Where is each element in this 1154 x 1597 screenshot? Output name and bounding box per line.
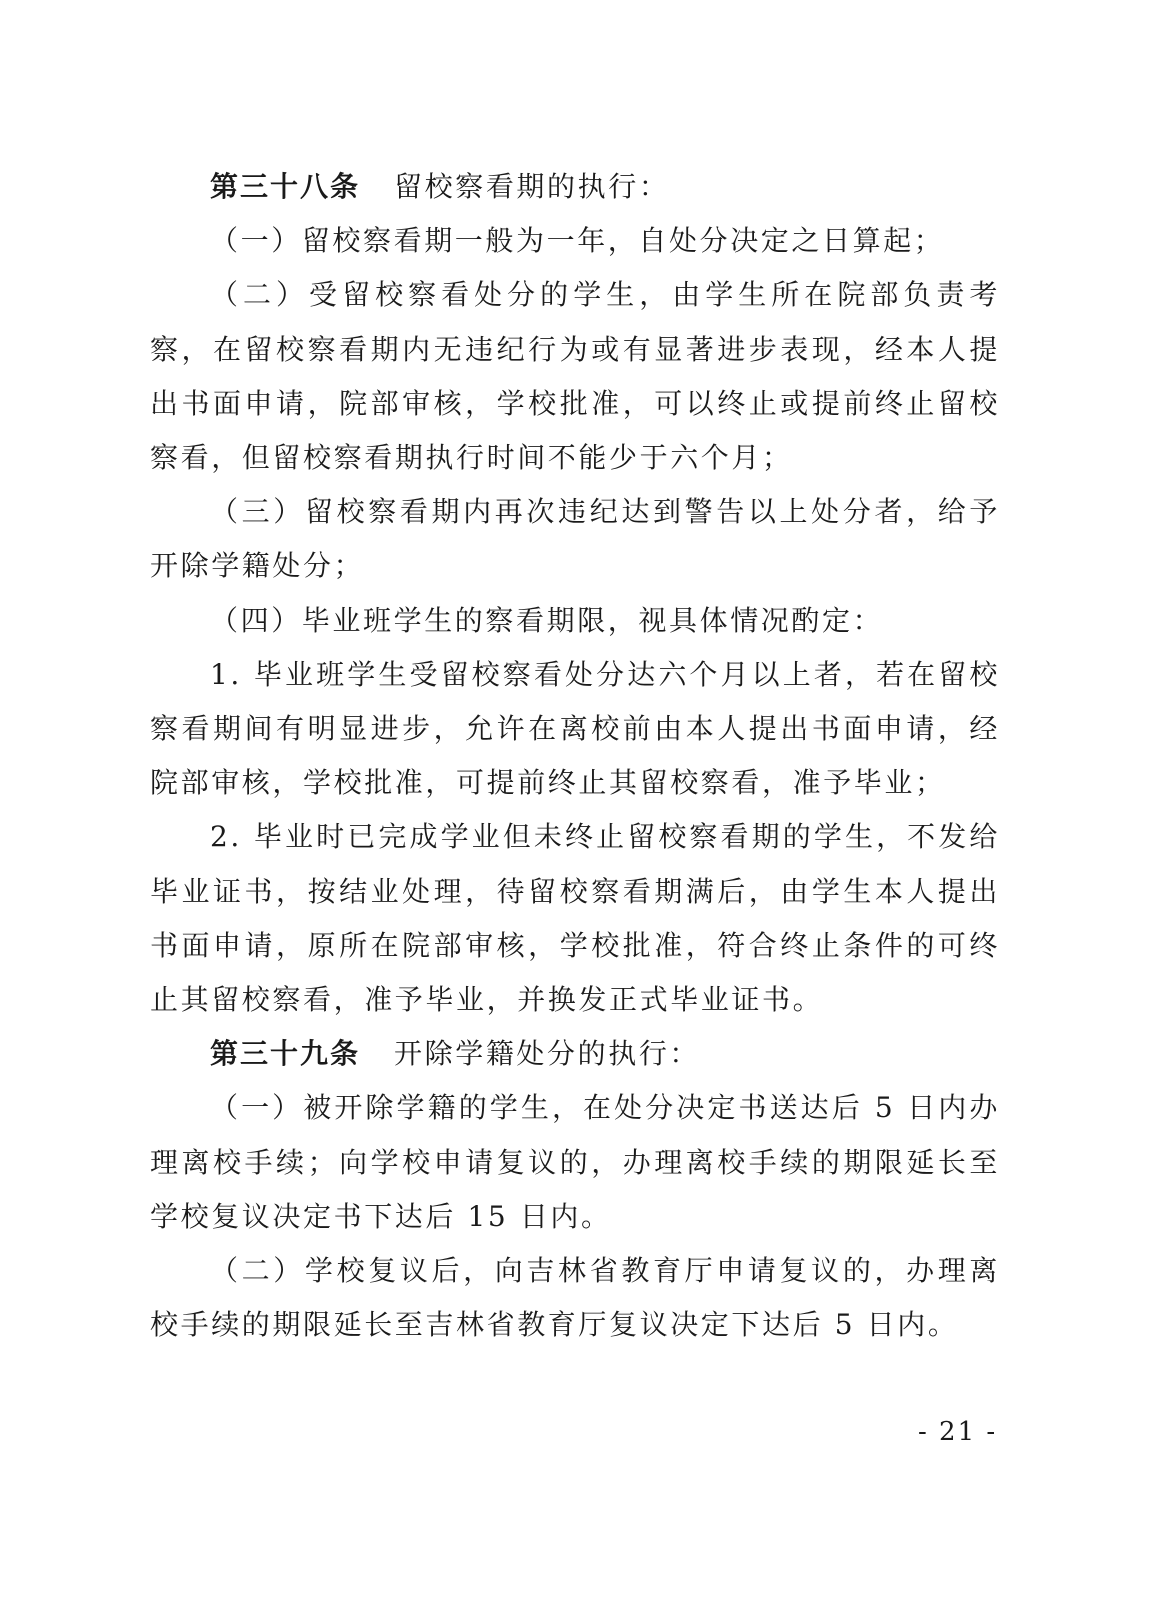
- article-38-title: 留校察看期的执行：: [394, 170, 670, 203]
- document-body: [150, 160, 1000, 1352]
- article-39-number: 第三十九条: [210, 1037, 361, 1071]
- article-39-paragraph-1: （一）被开除学籍的学生，在处分决定书送达后 5 日内办理离校手续；向学校申请复议的，办理离校手续的期限延长至学校复议决定书下达后 15 日内。: [150, 1091, 1000, 1233]
- article-38-paragraph-6: 2. 毕业时已完成学业但未终止留校察看期的学生，不发给毕业证书，按结业处理，待留校察看期满后，由学生本人提出书面申请，原所在院部审核，学校批准，符合终止条件的可终止其留校察看，准予毕业，并换发正式毕业证书。: [150, 820, 1000, 1017]
- article-38-heading: [150, 160, 1000, 214]
- article-38-paragraph-1: （一）留校察看期一般为一年，自处分决定之日算起；: [210, 224, 945, 258]
- article-39-paragraph-2: （二）学校复议后，向吉林省教育厅申请复议的，办理离校手续的期限延长至吉林省教育厅复议决定下达后 5 日内。: [150, 1254, 1000, 1342]
- article-38-paragraph-3: （三）留校察看期内再次违纪达到警告以上处分者，给予开除学籍处分；: [150, 495, 1000, 583]
- article-39-heading: [150, 1027, 1000, 1081]
- article-38-paragraph-5: 1. 毕业班学生受留校察看处分达六个月以上者，若在留校察看期间有明显进步，允许在离校前由本人提出书面申请，经院部审核，学校批准，可提前终止其留校察看，准予毕业；: [150, 657, 1000, 800]
- article-38-paragraph-4: （四）毕业班学生的察看期限，视具体情况酌定：: [210, 603, 884, 637]
- page-number: - 21 -: [918, 1417, 998, 1447]
- article-38-paragraph-2: （二）受留校察看处分的学生，由学生所在院部负责考察，在留校察看期内无违纪行为或有显著进步表现，经本人提出书面申请，院部审核，学校批准，可以终止或提前终止留校察看，但留校察看期执行时间不能少于六个月；: [150, 278, 1000, 475]
- article-39-title: 开除学籍处分的执行：: [394, 1037, 701, 1071]
- article-38-number: 第三十八条: [210, 170, 361, 203]
